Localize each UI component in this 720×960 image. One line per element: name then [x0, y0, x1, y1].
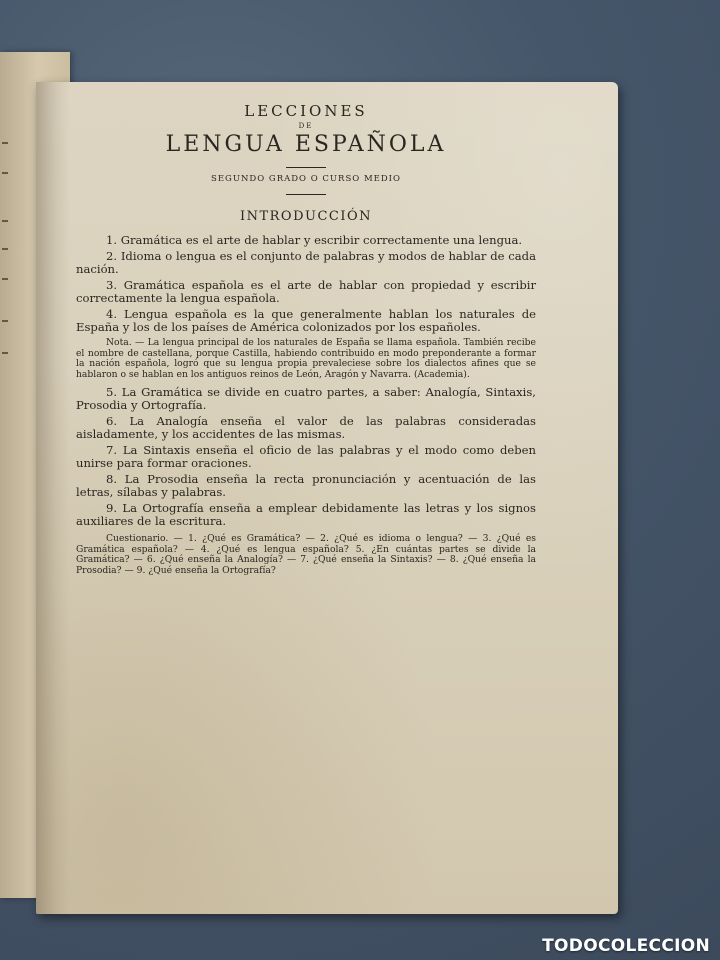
title-connector: DE: [298, 122, 314, 130]
paragraph: 2. Idioma o lengua es el conjunto de palabras y modos de hablar de cada nación.: [76, 249, 536, 276]
paragraph: 1. Gramática es el arte de hablar y escribir correctamente una lengua.: [106, 233, 523, 247]
print-mark: [2, 352, 8, 354]
paragraph: 9. La Ortografía enseña a emplear debidamente las letras y los signos auxiliares de la escritura.: [76, 501, 536, 528]
paragraph: 4. Lengua española es la que generalmente hablan los naturales de España y los de los países de América colonizados por los españoles.: [76, 307, 536, 334]
book-header: [76, 102, 536, 195]
print-mark: [2, 248, 8, 250]
page-content: [76, 102, 536, 576]
note-paragraph: Nota. — La lengua principal de los naturales de España se llama española. También recibe el nombre de castellana, porque Castilla, habiendo contribuido en modo preponderante a formar la nación española, logró que su lengua propia prevaleciese sobre los dialectos afines que se hablaron o se hablan en los antiguos reinos de León, Aragón y Navarra. (Academia).: [76, 337, 536, 380]
watermark: TODOCOLECCION: [542, 936, 710, 956]
header-rule: [286, 167, 326, 168]
print-mark: [2, 320, 8, 322]
paragraph: 6. La Analogía enseña el valor de las palabras consideradas aisladamente, y los accidentes de las mismas.: [76, 414, 536, 441]
subtitle: SEGUNDO GRADO O CURSO MEDIO: [211, 174, 401, 184]
spine-fold-shadow: [36, 82, 70, 914]
print-mark: [2, 278, 8, 280]
section-title: INTRODUCCIÓN: [239, 209, 373, 224]
paragraph: 8. La Prosodia enseña la recta pronunciación y acentuación de las letras, sílabas y palabras.: [76, 472, 536, 499]
title-line-1: LECCIONES: [244, 102, 368, 120]
header-rule-2: [286, 194, 326, 195]
paragraph: 5. La Gramática se divide en cuatro partes, a saber: Analogía, Sintaxis, Prosodia y Ortografía.: [76, 385, 536, 412]
paragraph: 3. Gramática española es el arte de hablar con propiedad y escribir correctamente la lengua española.: [76, 278, 536, 305]
print-mark: [2, 172, 8, 174]
title-line-2: LENGUA ESPAÑOLA: [165, 132, 447, 157]
print-mark: [2, 220, 8, 222]
paragraph: 7. La Sintaxis enseña el oficio de las palabras y el modo como deben unirse para formar oraciones.: [76, 443, 536, 470]
print-mark: [2, 142, 8, 144]
questionnaire: Cuestionario. — 1. ¿Qué es Gramática? — 2. ¿Qué es idioma o lengua? — 3. ¿Qué es Gramática española? — 4. ¿Qué es lengua española? 5. ¿En cuántas partes se divide la Gramática? — 6. ¿Qué enseña la Analogía? — 7. ¿Qué enseña la Sintaxis? — 8. ¿Qué enseña la Prosodia? — 9. ¿Qué enseña la Ortografía?: [76, 533, 536, 576]
